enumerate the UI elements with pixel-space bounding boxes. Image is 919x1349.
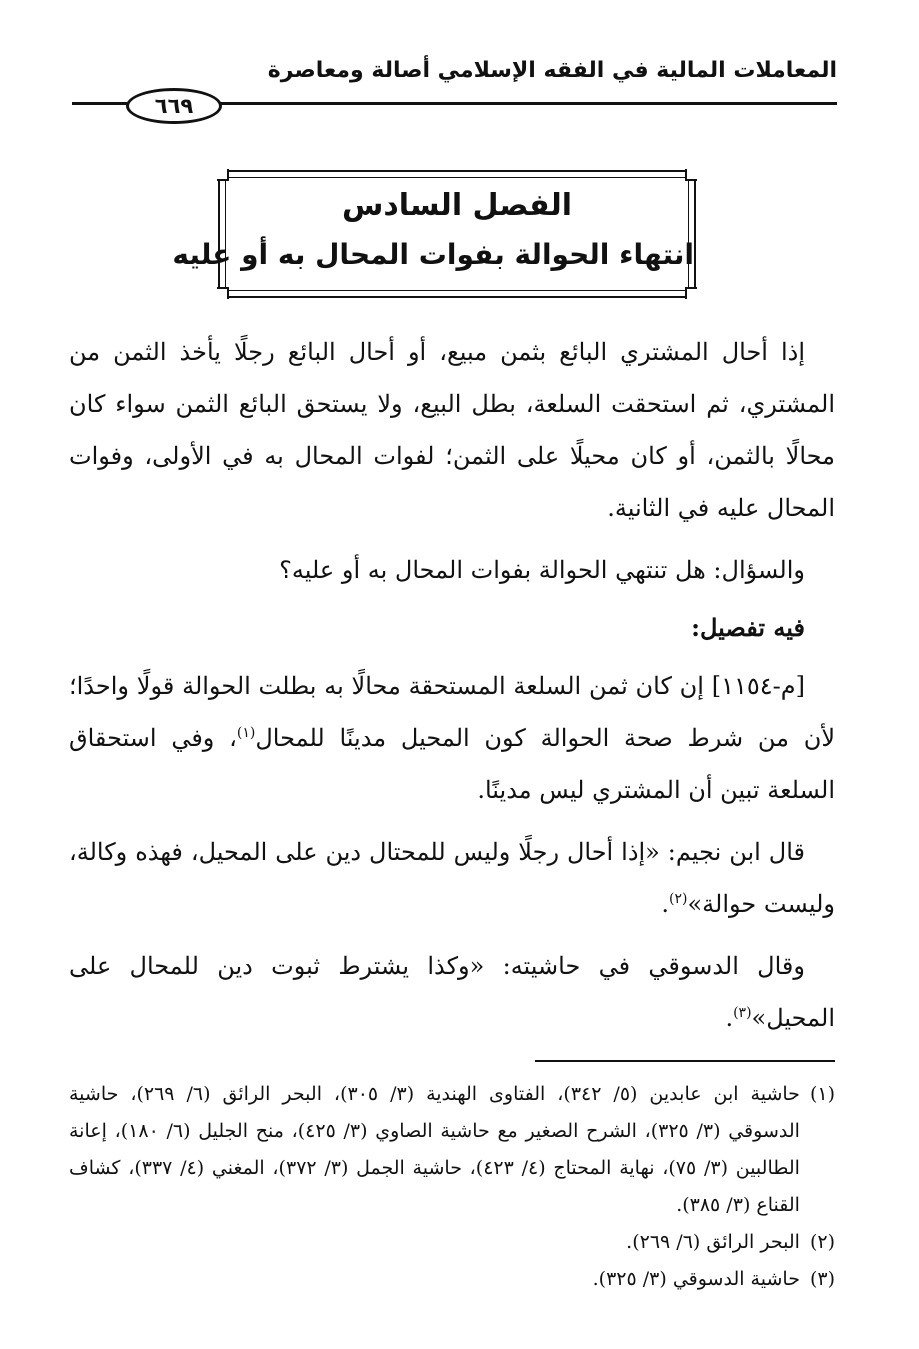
footnote-item bbox=[69, 1224, 835, 1261]
footnote-number: (٢) bbox=[809, 1231, 835, 1253]
page-number: ٦٦٩ bbox=[126, 88, 222, 124]
footnotes bbox=[69, 1076, 835, 1298]
footnote-text: البحر الرائق (٦/ ٢٦٩). bbox=[626, 1231, 800, 1253]
paragraph-text: قال ابن نجيم: «إذا أحال رجلًا وليس للمحتال دين على المحيل، فهذه وكالة، وليست حوالة» bbox=[69, 838, 835, 918]
frame-corner-ornament bbox=[685, 287, 697, 299]
footnote-item bbox=[69, 1261, 835, 1298]
chapter-title-box bbox=[172, 170, 696, 298]
paragraph-text: إن كان ثمن السلعة المستحقة محالًا به بطلت الحوالة قولًا واحدًا؛ لأن من شرط صحة الحوالة كون المحيل مدينًا للمحال bbox=[69, 672, 836, 752]
footnote-number: (١) bbox=[809, 1083, 835, 1105]
paragraph-quote-dasuqi bbox=[69, 940, 835, 1044]
paragraph-text: . bbox=[725, 1004, 734, 1032]
frame-corner-ornament bbox=[217, 287, 229, 299]
chapter-label: الفصل السادس bbox=[341, 188, 573, 223]
frame-corner-ornament bbox=[217, 169, 229, 181]
footnote-ref[interactable]: (٢) bbox=[669, 891, 688, 907]
paragraph-quote-ibn-nujaym bbox=[69, 826, 835, 930]
footnote-ref[interactable]: (١) bbox=[236, 725, 256, 741]
footnote-separator bbox=[535, 1060, 835, 1062]
paragraph-text: ، وفي استحقاق السلعة تبين أن المشتري ليس مدينًا. bbox=[69, 724, 835, 804]
issue-marker: [م-١١٥٤] bbox=[711, 672, 805, 700]
footnote-ref[interactable]: (٣) bbox=[733, 1005, 752, 1021]
paragraph-ruling bbox=[69, 660, 835, 816]
paragraph-text: وقال الدسوقي في حاشيته: «وكذا يشترط ثبوت دين للمحال على المحيل» bbox=[69, 952, 835, 1032]
footnote-text: حاشية الدسوقي (٣/ ٣٢٥). bbox=[592, 1268, 800, 1290]
paragraph-detail-heading: فيه تفصيل: bbox=[691, 613, 805, 642]
footnote-item bbox=[69, 1076, 835, 1224]
body-text bbox=[69, 326, 835, 1054]
footnote-text: حاشية ابن عابدين (٥/ ٣٤٢)، الفتاوى الهندية (٣/ ٣٠٥)، البحر الرائق (٦/ ٢٦٩)، حاشية الدسوقي (٣/ ٣٢٥)، الشرح الصغير مع حاشية الصاوي (٣/ ٤٢٥)، منح الجليل (٦/ ١٨٠)، إعانة الطالبين (٣/ ٧٥)، نهاية المحتاج (٤/ ٤٢٣)، حاشية الجمل (٣/ ٣٧٢)، المغني (٤/ ٣٣٧)، كشاف القناع (٣/ ٣٨٥). bbox=[69, 1083, 800, 1216]
frame-corner-ornament bbox=[685, 169, 697, 181]
running-header-title: المعاملات المالية في الفقه الإسلامي أصالة ومعاصرة bbox=[267, 58, 837, 83]
paragraph-intro: إذا أحال المشتري البائع بثمن مبيع، أو أحال البائع رجلًا يأخذ الثمن من المشتري، ثم استحقت السلعة، بطل البيع، ولا يستحق البائع الثمن سواء كان محالًا بالثمن، أو كان محيلًا على الثمن؛ لفوات المحال به في الأولى، وفوات المحال عليه في الثانية. bbox=[69, 338, 835, 522]
paragraph-question: والسؤال: هل تنتهي الحوالة بفوات المحال به أو عليه؟ bbox=[279, 556, 805, 584]
footnote-number: (٣) bbox=[809, 1268, 835, 1290]
chapter-title: انتهاء الحوالة بفوات المحال به أو عليه bbox=[172, 238, 694, 271]
paragraph-text: . bbox=[661, 890, 670, 918]
